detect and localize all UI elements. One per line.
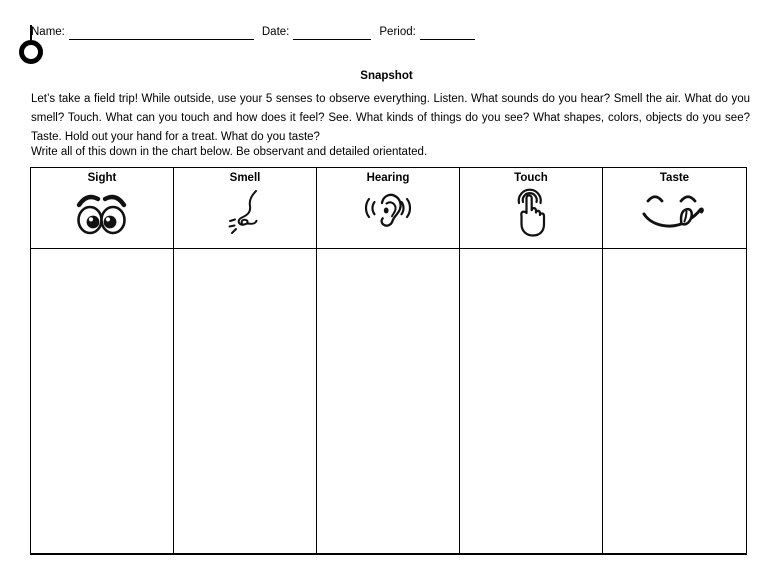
nose-icon [223, 185, 267, 241]
column-header-smell [174, 168, 317, 249]
eyes-icon [74, 185, 130, 241]
touch-entry-cell[interactable] [460, 249, 603, 553]
touch-hand-icon [507, 185, 555, 241]
date-input-line[interactable] [293, 27, 371, 40]
column-header-sight [31, 168, 174, 249]
tongue-face-icon [637, 185, 713, 241]
period-input-line[interactable] [420, 27, 475, 40]
taste-entry-cell[interactable] [603, 249, 746, 553]
column-header-touch [460, 168, 603, 249]
date-label: Date: [261, 26, 290, 38]
instructions-paragraph: Let’s take a field trip! While outside, use your 5 senses to observe everything. Listen. What sounds do you hear? Smell the air. What do you smell? Touch. What can you touch and how does it feel? See. What kinds of things do you see? What shapes, colors, objects do you see? Taste. Hold out your hand for a treat. What do you taste? [31, 93, 750, 143]
column-header-taste [603, 168, 746, 249]
smell-entry-cell[interactable] [174, 249, 317, 553]
column-header-hearing [317, 168, 460, 249]
name-input-line[interactable] [69, 27, 254, 40]
header-fields [31, 25, 475, 40]
name-label: Name: [31, 26, 65, 38]
sight-label: Sight [87, 172, 117, 184]
chart-directions: Write all of this down in the chart below. Be observant and detailed orientated. [31, 146, 428, 158]
hearing-entry-cell[interactable] [317, 249, 460, 553]
ear-icon [357, 185, 419, 241]
period-label: Period: [379, 26, 416, 38]
hearing-label: Hearing [366, 172, 410, 184]
sight-entry-cell[interactable] [31, 249, 174, 553]
worksheet-title: Snapshot [360, 70, 413, 82]
smell-label: Smell [229, 172, 261, 184]
taste-label: Taste [659, 172, 690, 184]
ring-shape [19, 40, 43, 64]
senses-table [30, 167, 747, 555]
touch-label: Touch [514, 172, 548, 184]
